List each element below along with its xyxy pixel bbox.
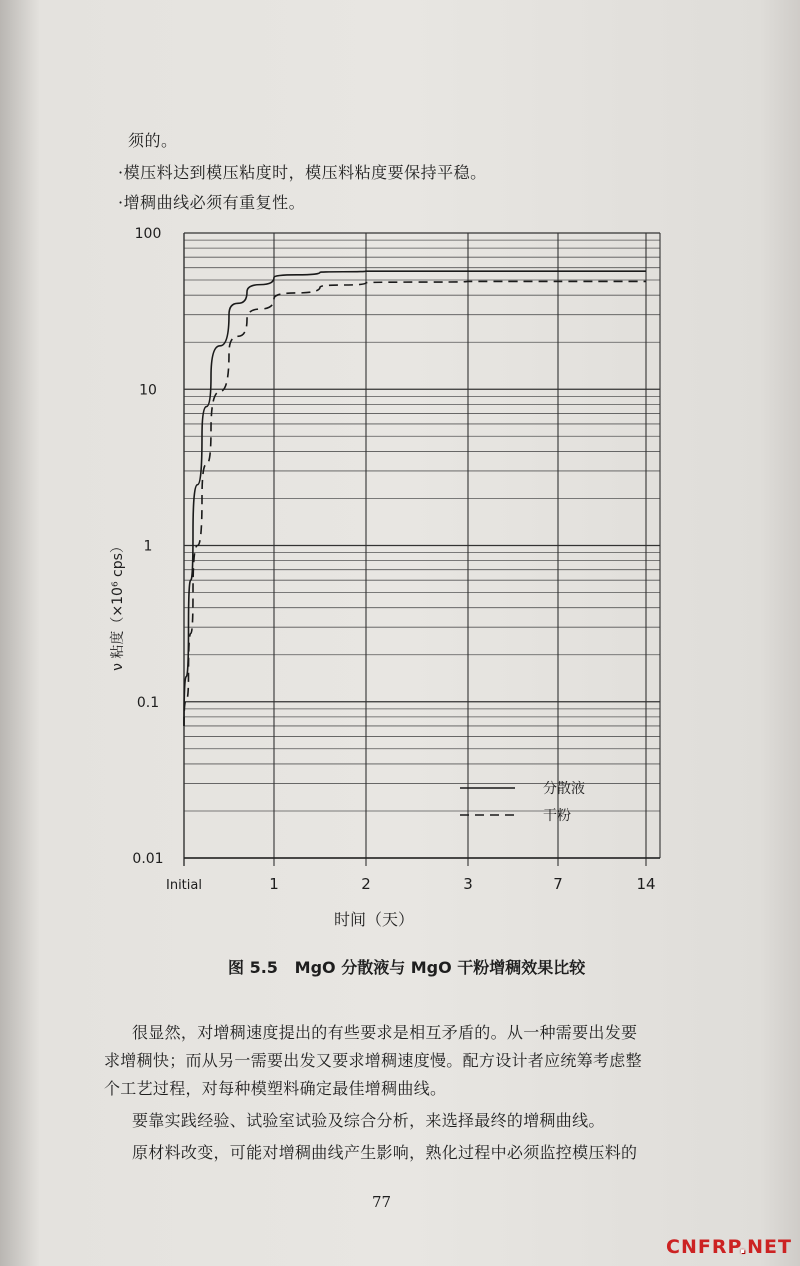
y-tick-label: 1: [143, 538, 153, 555]
watermark-right: NET: [747, 1236, 792, 1258]
y-tick-label: 0.1: [136, 694, 160, 711]
x-tick-label: Initial: [166, 878, 202, 893]
x-axis-label: 时间（天）: [333, 910, 415, 929]
text-line-1: 须的。: [128, 131, 178, 150]
x-tick-label: 14: [636, 875, 656, 893]
legend-label-dispersion: 分散液: [543, 781, 585, 797]
figure-caption-label: 图 5.5: [228, 958, 278, 977]
legend-label-dry-powder: 干粉: [543, 808, 571, 824]
figure-caption-text: MgO 分散液与 MgO 干粉增稠效果比较: [294, 958, 586, 977]
y-axis-label: ν 粘度（×10⁶ cps）: [110, 539, 126, 671]
chart-legend: [460, 780, 585, 824]
paragraph-1-line-3: 个工艺过程，对每种模塑料确定最佳增稠曲线。: [104, 1079, 447, 1098]
x-tick-label: 2: [361, 875, 371, 893]
paragraph-1-line-1: 很显然，对增稠速度提出的有些要求是相互矛盾的。从一种需要出发要: [132, 1023, 638, 1042]
viscosity-chart: [100, 215, 680, 935]
page-number: 77: [372, 1193, 392, 1211]
chart-grid: [184, 233, 660, 866]
watermark-dot: .: [738, 1236, 748, 1258]
x-tick-label: 3: [463, 875, 473, 893]
y-tick-label: 100: [134, 226, 162, 242]
y-tick-label: 10: [139, 382, 157, 399]
y-tick-label: 0.01: [132, 851, 164, 867]
watermark-left: CNFRP: [666, 1236, 739, 1258]
paragraph-2: 要靠实践经验、试验室试验及综合分析，来选择最终的增稠曲线。: [132, 1111, 605, 1130]
paragraph-1-line-2: 求增稠快；而从另一需要出发又要求增稠速度慢。配方设计者应统筹考虑整: [104, 1051, 642, 1070]
x-tick-label: 1: [269, 875, 279, 893]
site-watermark: [666, 1236, 792, 1258]
figure-caption: [228, 955, 585, 978]
series-line-dry-powder: [184, 281, 646, 726]
paragraph-3: 原材料改变，可能对增稠曲线产生影响，熟化过程中必须监控模压料的: [132, 1143, 638, 1162]
bullet-line-1: ·模压料达到模压粘度时，模压料粘度要保持平稳。: [118, 163, 487, 182]
bullet-line-2: ·增稠曲线必须有重复性。: [118, 193, 306, 212]
x-tick-label: 7: [553, 875, 563, 893]
